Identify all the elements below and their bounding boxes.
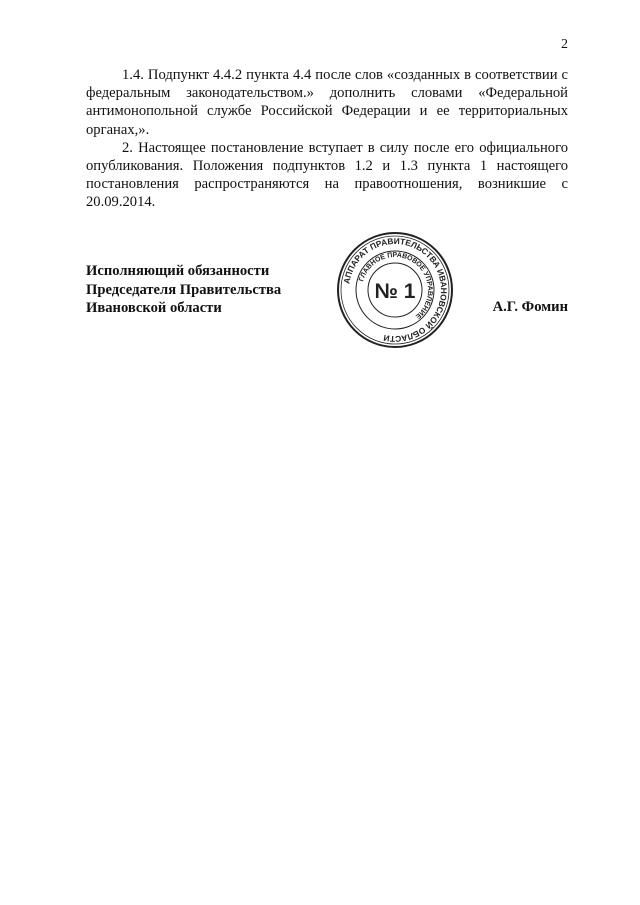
- official-seal-stamp: [335, 230, 455, 350]
- document-body: [86, 66, 568, 212]
- signatory-position-line: Ивановской области: [86, 300, 222, 316]
- seal-ring-text: АППАРАТ ПРАВИТЕЛЬСТВА ИВАНОВСКОЙ ОБЛАСТИ: [341, 235, 450, 345]
- paragraph-1-4: 1.4. Подпункт 4.4.2 пункта 4.4 после слов «созданных в соответствии с федеральным законодательством.» дополнить словами «Федеральной антимонопольной службе Российской Федерации и ее территориальных органах,».: [86, 67, 568, 138]
- signatory-position-line: Исполняющий обязанности: [86, 263, 270, 279]
- seal-inner-text: ГЛАВНОЕ ПРАВОВОЕ УПРАВЛЕНИЕ: [358, 251, 434, 320]
- page-number: 2: [561, 37, 568, 52]
- seal-number: № 1: [374, 280, 416, 303]
- signatory-position: [86, 262, 281, 318]
- paragraph-2: 2. Настоящее постановление вступает в силу после его официального опубликования. Положения подпунктов 1.2 и 1.3 пункта 1 настоящего постановления распространяются на правоотношения, возникшие с 20.09.2014.: [86, 139, 568, 211]
- signatory-position-line: Председателя Правительства: [86, 281, 282, 298]
- signatory-name: А.Г. Фомин: [492, 299, 568, 315]
